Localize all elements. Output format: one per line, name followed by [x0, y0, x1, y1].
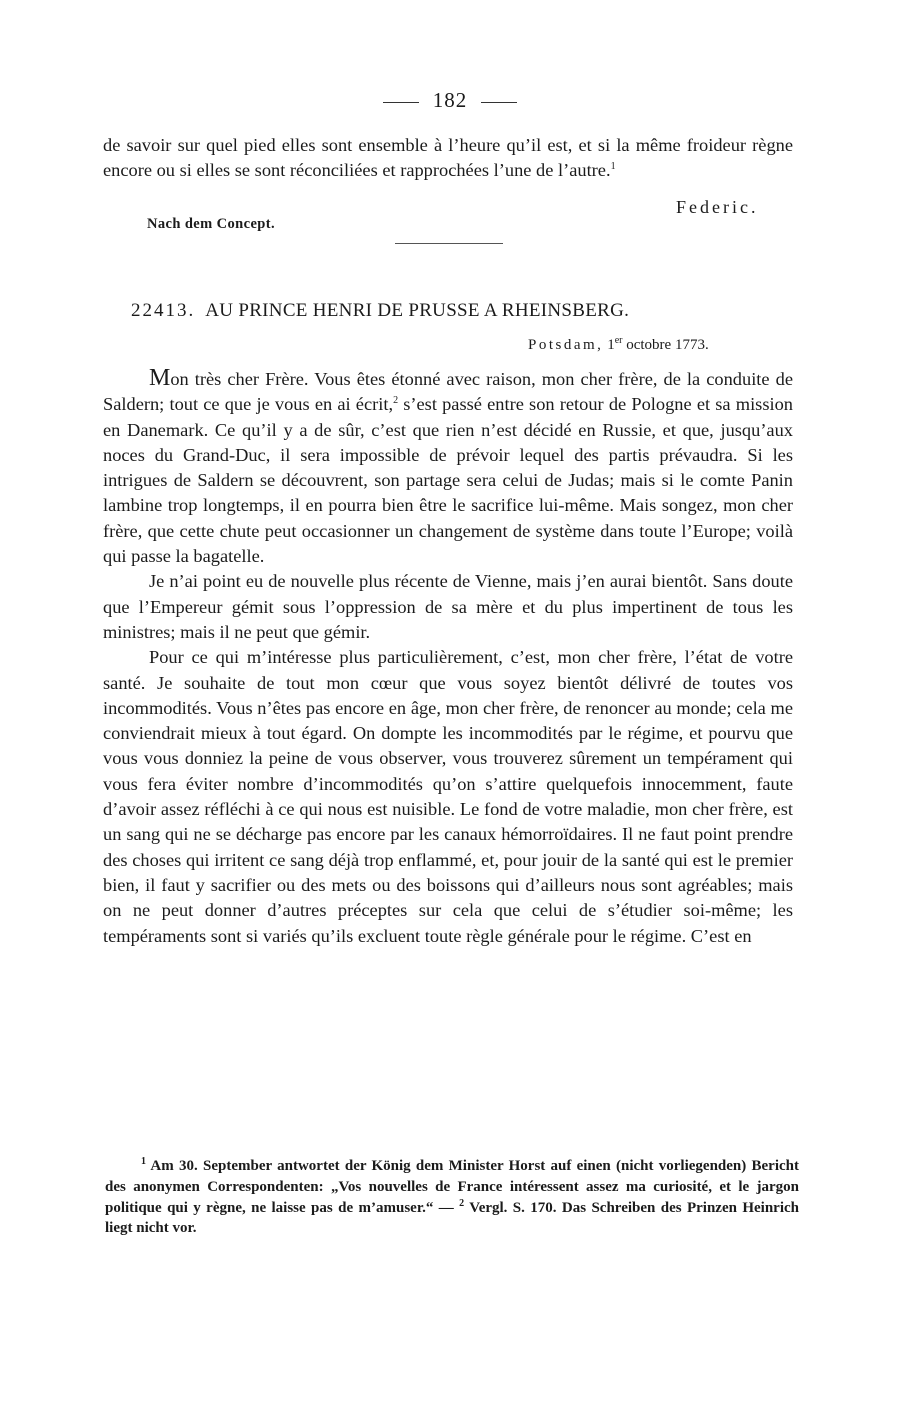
page-number: 182	[432, 88, 468, 112]
letter-paragraph: Pour ce qui m’intéresse plus particulièrement, c’est, mon cher frère, l’état de votre santé. Je souhaite de tout mon cœur que vous soyez bientôt délivré de toutes vos incommodités. Vous n’êtes pas encore en âge, mon cher frère, de renoncer au monde; cela me conviendrait mieux à tout égard. On dompte les incommodités par le régime, et pourvu que vous vous donniez la peine de vous observer, vous trouverez sûrement un tempérament qui vous fera éviter nombre d’incommodités qu’on s’attire quelquefois innocemment, faute d’avoir assez réfléchi à ce qui nous est nuisible. Le fond de votre maladie, mon cher frère, est un sang qui ne se décharge pas encore par les canaux hémorroïdaires. Il ne faut point prendre des choses qui irritent ce sang déjà trop enflammé, et, pour jouir de la santé qui est le premier bien, il faut y sacrifier ou des mets ou des boissons qui d’ailleurs nous sont agréables; mais on ne peut donner d’autres préceptes sur cela que celui de s’étudier soi-même; les tempéraments sont si variés qu’ils excluent toute règle générale pour le régime. C’est en	[103, 647, 793, 946]
letter-paragraph: Je n’ai point eu de nouvelle plus récente de Vienne, mais j’en aurai bientôt. Sans doute que l’Empereur gémit sous l’oppression de sa mère et du plus impertinent de tous les ministres; mais il ne peut que gémir.	[103, 571, 793, 642]
section-separator	[395, 243, 503, 244]
page-number-line	[0, 88, 900, 113]
letter-title: AU PRINCE HENRI DE PRUSSE A RHEINSBERG.	[205, 300, 630, 321]
footnote-text: $^1$ Am 30. September antwortet der König dem Minister Horst auf einen (nicht vorliegenden) Bericht des anonymen Correspondenten: „Vos nouvelles de France intéressent assez ma curiosité, et le jargon politique qui y règne, ne laisse pas de m’amuser.“ — $^2$ Vergl. S. 170. Das Schreiben des Prinzen Heinrich liegt nicht vor.	[105, 1156, 799, 1237]
dateline	[528, 337, 709, 354]
signature: Federic.	[676, 197, 759, 217]
dateline-place: Potsdam,	[528, 337, 604, 353]
dash-right	[481, 102, 517, 103]
letter-paragraph: Mon très cher Frère. Vous êtes étonné avec raison, mon cher frère, de la conduite de Saldern; tout ce que je vous en ai écrit,$^2$ s’est passé entre son retour de Pologne et sa mission en Danemark. Ce qu’il y a de sûr, c’est que rien n’est décidé en Russie, et que, jusqu’aux noces du Grand-Duc, il sera impossible de prévoir lequel des partis prévaudra. Si les intrigues de Saldern se découvrent, son partage sera celui de Judas; mais si le comte Panin lambine trop longtemps, il en pourra bien être le sacrifice lui-même. Mais songez, mon cher frère, que cette chute peut occasionner un changement de système dans toute l’Europe; voilà qui passe la bagatelle.	[103, 365, 793, 567]
footnotes	[105, 1156, 799, 1239]
dash-left	[383, 102, 419, 103]
source-note: Nach dem Concept.	[147, 216, 276, 232]
previous-letter-ending	[103, 133, 793, 184]
previous-letter-text: de savoir sur quel pied elles sont ensemble à l’heure qu’il est, et si la même froideur règne encore ou si elles se sont réconciliées et rapprochées l’une de l’autre.$^1$	[103, 135, 793, 181]
letter-body	[103, 366, 793, 949]
dateline-date: 1er octobre 1773.	[607, 335, 709, 353]
letter-number: 22413.	[131, 300, 196, 321]
letter-heading	[131, 300, 629, 322]
